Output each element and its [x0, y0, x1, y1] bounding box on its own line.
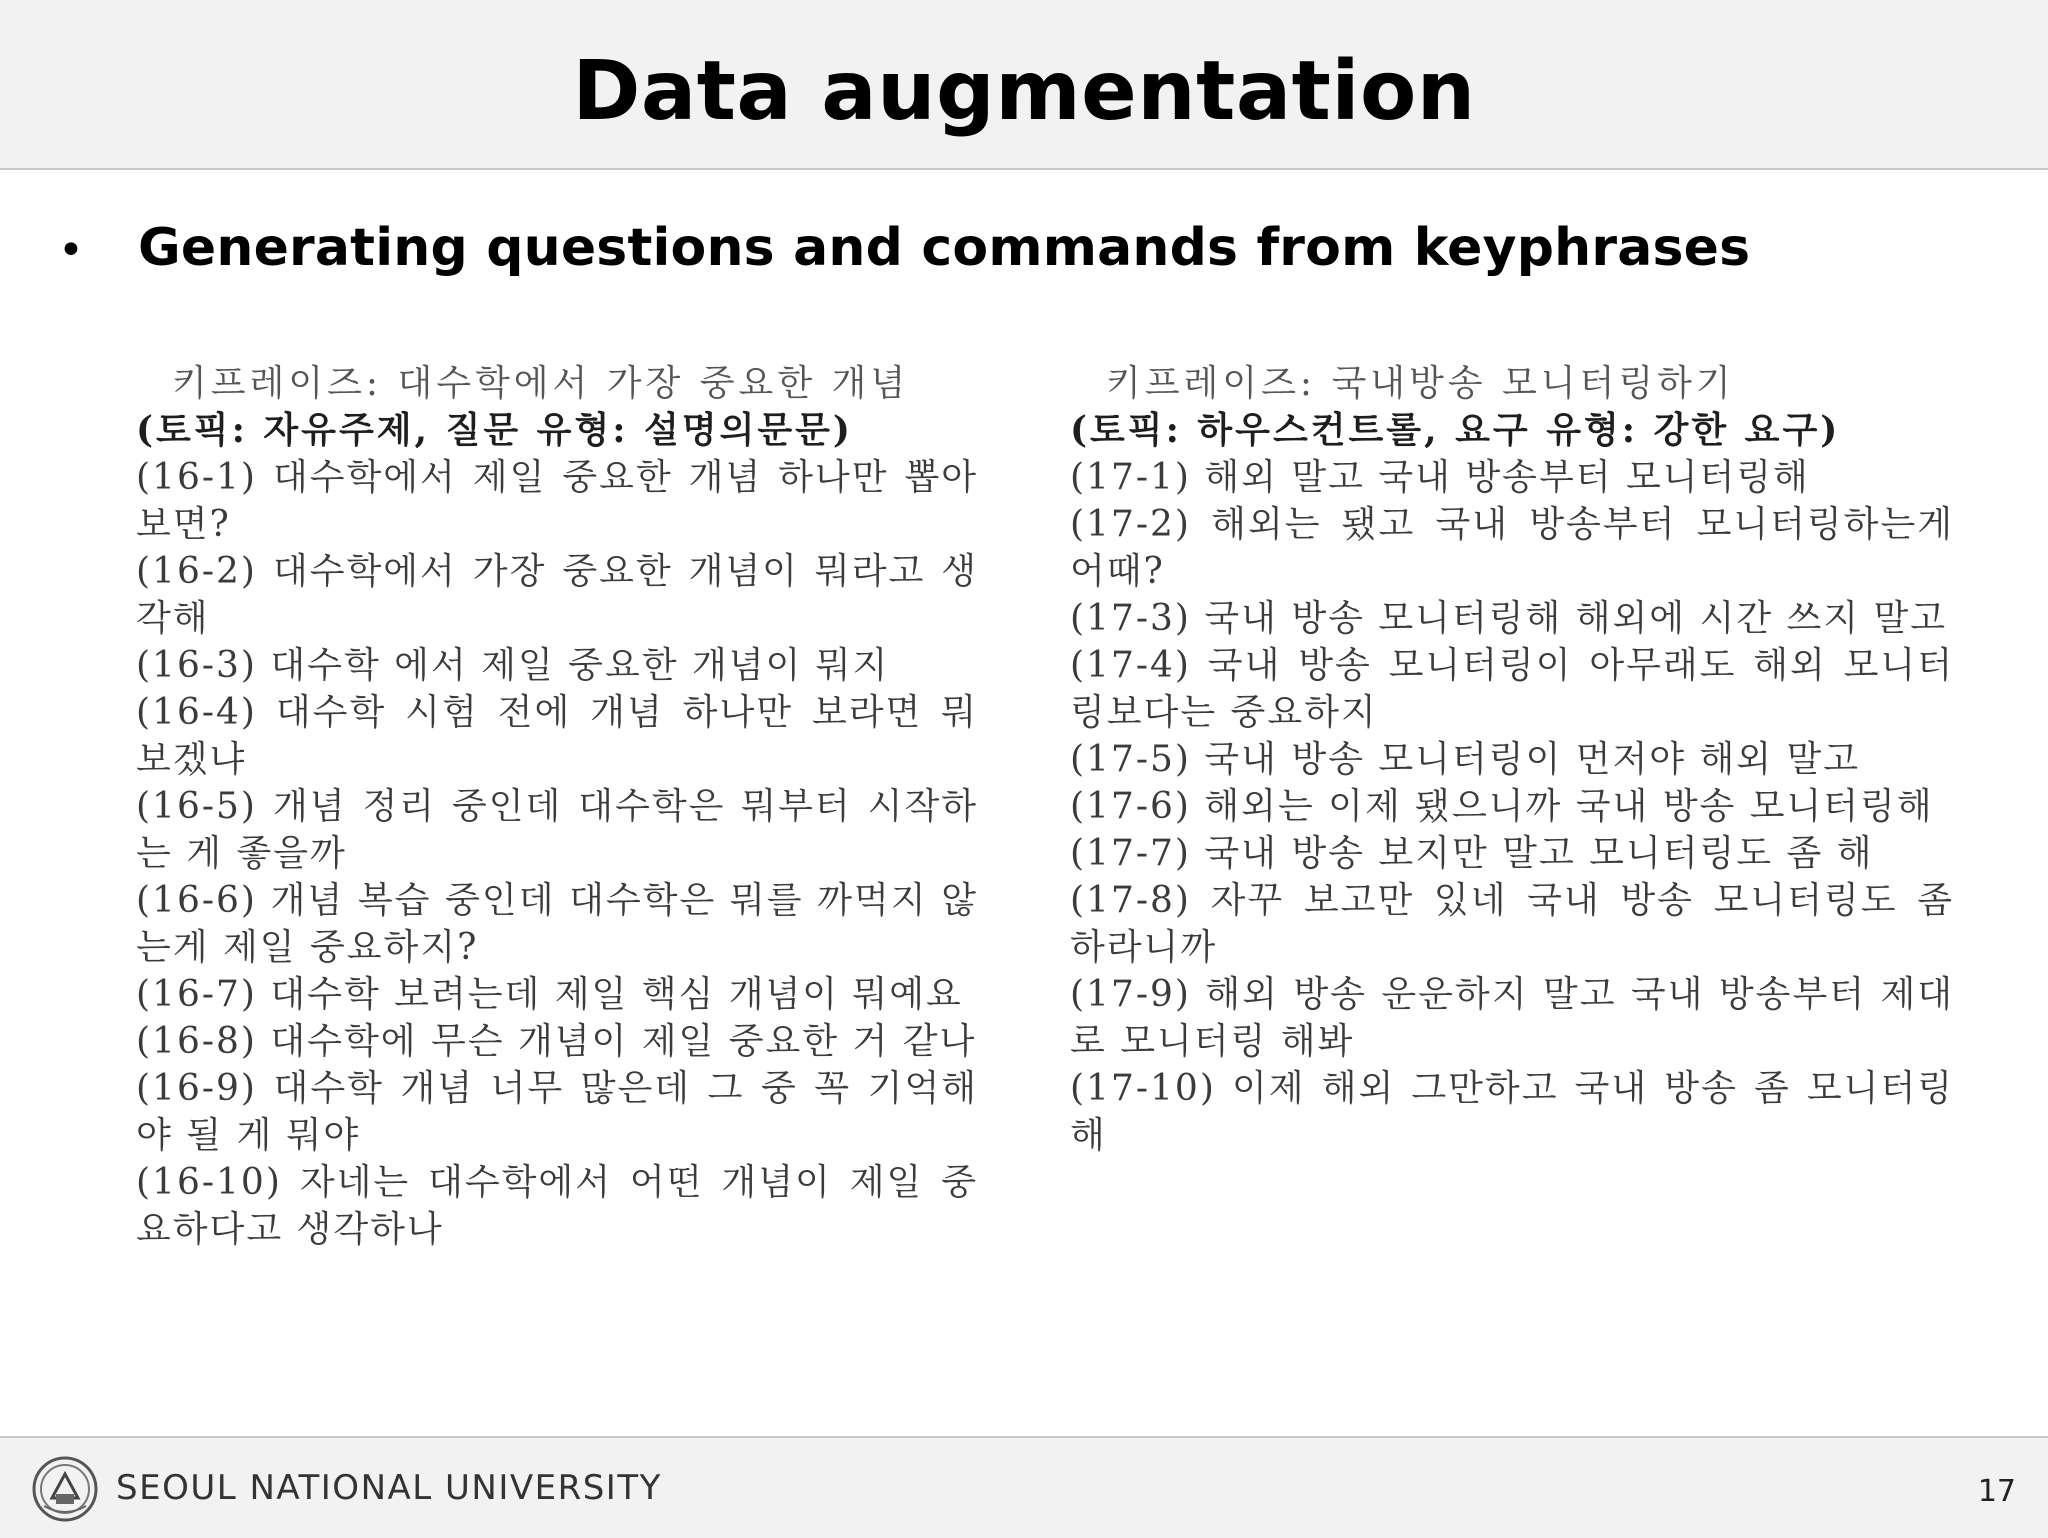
example-item: (16-8) 대수학에 무슨 개념이 제일 중요한 거 같나	[136, 1021, 977, 1062]
bullet-dot: •	[58, 225, 84, 276]
example-item: (16-9) 대수학 개념 너무 많은데 그 중 꼭 기억해야 될 게 뭐야	[136, 1068, 978, 1156]
example-item: (16-5) 개념 정리 중인데 대수학은 뭐부터 시작하는 게 좋을까	[136, 786, 978, 874]
topic-label: (토픽: 하우스컨트롤, 요구 유형: 강한 요구)	[1070, 409, 1841, 451]
topic-label: (토픽: 자유주제, 질문 유형: 설명의문문)	[136, 409, 853, 451]
example-item: (17-2) 해외는 됐고 국내 방송부터 모니터링하는게 어때?	[1070, 504, 1954, 592]
example-column-right	[1070, 360, 1954, 1159]
example-column-left	[136, 360, 978, 1253]
example-item: (17-4) 국내 방송 모니터링이 아무래도 해외 모니터링보다는 중요하지	[1070, 645, 1954, 733]
example-item: (16-1) 대수학에서 제일 중요한 개념 하나만 뽑아 보면?	[136, 457, 978, 545]
keyphrase-label: 키프레이즈: 대수학에서 가장 중요한 개념	[172, 363, 910, 404]
example-item: (17-6) 해외는 이제 됐으니까 국내 방송 모니터링해	[1070, 786, 1934, 827]
example-item: (16-6) 개념 복습 중인데 대수학은 뭐를 까먹지 않는게 제일 중요하지?	[136, 880, 978, 968]
example-item: (17-7) 국내 방송 보지만 말고 모니터링도 좀 해	[1070, 833, 1874, 874]
example-item: (17-10) 이제 해외 그만하고 국내 방송 좀 모니터링해	[1070, 1068, 1954, 1156]
example-item: (16-2) 대수학에서 가장 중요한 개념이 뭐라고 생각해	[136, 551, 978, 639]
university-name: SEOUL NATIONAL UNIVERSITY	[116, 1468, 662, 1508]
keyphrase-label: 키프레이즈: 국내방송 모니터링하기	[1106, 363, 1735, 404]
example-item: (17-5) 국내 방송 모니터링이 먼저야 해외 말고	[1070, 739, 1861, 780]
example-item: (16-10) 자네는 대수학에서 어떤 개념이 제일 중요하다고 생각하나	[136, 1162, 978, 1250]
bullet-text: Generating questions and commands from keyphrases	[138, 218, 1751, 278]
snu-emblem-icon	[32, 1456, 98, 1522]
page-number: 17	[1977, 1474, 2016, 1509]
example-item: (17-9) 해외 방송 운운하지 말고 국내 방송부터 제대로 모니터링 해봐	[1070, 974, 1954, 1062]
example-item: (17-8) 자꾸 보고만 있네 국내 방송 모니터링도 좀 하라니까	[1070, 880, 1954, 968]
example-item: (16-4) 대수학 시험 전에 개념 하나만 보라면 뭐 보겠냐	[136, 692, 978, 780]
example-item: (16-7) 대수학 보려는데 제일 핵심 개념이 뭐예요	[136, 974, 963, 1015]
slide-title: Data augmentation	[572, 43, 1476, 139]
bullet-point	[58, 218, 1750, 278]
example-item: (17-1) 해외 말고 국내 방송부터 모니터링해	[1070, 457, 1810, 498]
example-item: (16-3) 대수학 에서 제일 중요한 개념이 뭐지	[136, 645, 890, 686]
slide-header	[0, 0, 2048, 170]
example-item: (17-3) 국내 방송 모니터링해 해외에 시간 쓰지 말고	[1070, 598, 1948, 639]
slide-footer	[0, 1436, 2048, 1538]
